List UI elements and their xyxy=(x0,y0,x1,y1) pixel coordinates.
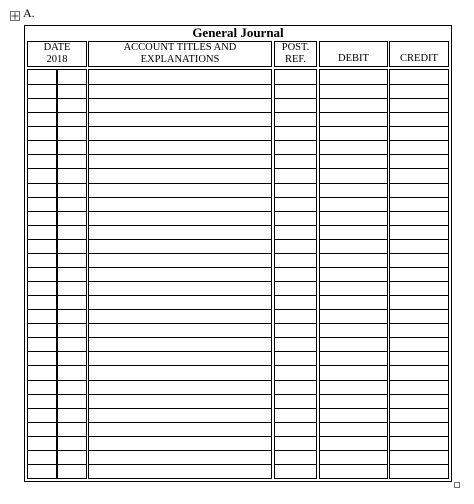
table-row-divider xyxy=(89,380,271,381)
table-row-divider xyxy=(58,253,86,254)
table-row-divider xyxy=(320,450,387,451)
table-row-divider xyxy=(320,295,387,296)
table-row-divider xyxy=(275,267,316,268)
table-row-divider xyxy=(275,168,316,169)
header-credit xyxy=(389,41,449,67)
table-row-divider xyxy=(390,267,448,268)
table-row-divider xyxy=(28,464,56,465)
table-row-divider xyxy=(320,253,387,254)
table-row-divider xyxy=(89,394,271,395)
table-row-divider xyxy=(89,337,271,338)
table-row-divider xyxy=(58,394,86,395)
table-row-divider xyxy=(58,239,86,240)
table-row-divider xyxy=(58,84,86,85)
table-row-divider xyxy=(89,408,271,409)
table-row-divider xyxy=(320,281,387,282)
table-row-divider xyxy=(28,140,56,141)
table-row-divider xyxy=(89,211,271,212)
table-row-divider xyxy=(58,197,86,198)
table-row-divider xyxy=(390,126,448,127)
table-row-divider xyxy=(58,267,86,268)
table-row-divider xyxy=(58,112,86,113)
table-row-divider xyxy=(275,253,316,254)
column-debit[interactable] xyxy=(319,69,388,479)
table-row-divider xyxy=(89,197,271,198)
table-row-divider xyxy=(390,84,448,85)
table-row-divider xyxy=(275,450,316,451)
table-row-divider xyxy=(28,436,56,437)
table-row-divider xyxy=(89,422,271,423)
table-row-divider xyxy=(390,337,448,338)
table-row-divider xyxy=(89,281,271,282)
table-row-divider xyxy=(390,239,448,240)
table-row-divider xyxy=(390,211,448,212)
table-row-divider xyxy=(275,126,316,127)
table-row-divider xyxy=(275,197,316,198)
table-row-divider xyxy=(275,281,316,282)
table-row-divider xyxy=(28,183,56,184)
table-row-divider xyxy=(320,197,387,198)
table-row-divider xyxy=(89,295,271,296)
table-row-divider xyxy=(58,464,86,465)
table-row-divider xyxy=(390,422,448,423)
table-row-divider xyxy=(28,380,56,381)
table-row-divider xyxy=(275,98,316,99)
table-row-divider xyxy=(320,112,387,113)
table-row-divider xyxy=(275,436,316,437)
table-row-divider xyxy=(320,267,387,268)
table-row-divider xyxy=(275,239,316,240)
header-account-line2: EXPLANATIONS xyxy=(140,54,220,65)
table-row-divider xyxy=(320,211,387,212)
table-row-divider xyxy=(58,140,86,141)
table-row-divider xyxy=(89,126,271,127)
table-row-divider xyxy=(58,365,86,366)
table-row-divider xyxy=(58,408,86,409)
table-row-divider xyxy=(320,422,387,423)
table-row-divider xyxy=(275,464,316,465)
table-row-divider xyxy=(89,351,271,352)
table-row-divider xyxy=(89,253,271,254)
table-row-divider xyxy=(58,323,86,324)
table-row-divider xyxy=(390,450,448,451)
table-row-divider xyxy=(390,380,448,381)
table-row-divider xyxy=(390,281,448,282)
table-row-divider xyxy=(58,168,86,169)
table-row-divider xyxy=(320,365,387,366)
table-row-divider xyxy=(320,408,387,409)
table-row-divider xyxy=(89,436,271,437)
table-row-divider xyxy=(58,225,86,226)
header-date-label: DATE xyxy=(43,42,71,53)
column-post-ref[interactable] xyxy=(274,69,317,479)
table-row-divider xyxy=(28,154,56,155)
table-row-divider xyxy=(28,365,56,366)
table-row-divider xyxy=(275,84,316,85)
header-account-line1: ACCOUNT TITLES AND xyxy=(123,42,237,53)
table-row-divider xyxy=(320,323,387,324)
table-row-divider xyxy=(390,309,448,310)
table-row-divider xyxy=(320,394,387,395)
table-row-divider xyxy=(58,422,86,423)
table-row-divider xyxy=(28,351,56,352)
table-row-divider xyxy=(390,323,448,324)
table-row-divider xyxy=(28,394,56,395)
section-label: A. xyxy=(23,6,35,20)
table-row-divider xyxy=(28,422,56,423)
table-row-divider xyxy=(28,225,56,226)
table-row-divider xyxy=(28,239,56,240)
header-post-ref xyxy=(274,41,317,67)
table-row-divider xyxy=(89,309,271,310)
table-row-divider xyxy=(58,309,86,310)
table-resize-handle[interactable] xyxy=(454,482,460,488)
table-row-divider xyxy=(89,450,271,451)
table-row-divider xyxy=(58,98,86,99)
table-row-divider xyxy=(320,436,387,437)
table-row-divider xyxy=(89,464,271,465)
table-row-divider xyxy=(28,281,56,282)
table-row-divider xyxy=(390,154,448,155)
table-row-divider xyxy=(320,380,387,381)
table-row-divider xyxy=(58,450,86,451)
table-row-divider xyxy=(275,351,316,352)
table-row-divider xyxy=(28,267,56,268)
table-row-divider xyxy=(28,84,56,85)
table-row-divider xyxy=(28,309,56,310)
table-row-divider xyxy=(89,183,271,184)
table-row-divider xyxy=(275,112,316,113)
header-post-ref-line2: REF. xyxy=(284,54,307,65)
table-row-divider xyxy=(320,98,387,99)
table-row-divider xyxy=(89,267,271,268)
table-row-divider xyxy=(320,84,387,85)
table-row-divider xyxy=(28,211,56,212)
table-row-divider xyxy=(390,295,448,296)
header-debit-label: DEBIT xyxy=(338,53,369,64)
table-row-divider xyxy=(320,140,387,141)
table-row-divider xyxy=(390,98,448,99)
table-row-divider xyxy=(89,84,271,85)
table-row-divider xyxy=(390,365,448,366)
table-row-divider xyxy=(28,337,56,338)
table-row-divider xyxy=(390,394,448,395)
table-row-divider xyxy=(275,309,316,310)
table-row-divider xyxy=(28,323,56,324)
table-row-divider xyxy=(390,183,448,184)
table-row-divider xyxy=(28,98,56,99)
table-row-divider xyxy=(58,183,86,184)
table-row-divider xyxy=(58,126,86,127)
table-row-divider xyxy=(58,295,86,296)
table-row-divider xyxy=(89,365,271,366)
table-row-divider xyxy=(275,154,316,155)
table-row-divider xyxy=(28,112,56,113)
table-row-divider xyxy=(28,408,56,409)
table-row-divider xyxy=(89,154,271,155)
table-row-divider xyxy=(28,126,56,127)
table-row-divider xyxy=(320,225,387,226)
header-credit-label: CREDIT xyxy=(400,53,438,64)
table-move-handle[interactable] xyxy=(10,11,20,21)
table-row-divider xyxy=(320,126,387,127)
table-row-divider xyxy=(58,380,86,381)
table-row-divider xyxy=(89,98,271,99)
table-row-divider xyxy=(89,239,271,240)
table-row-divider xyxy=(89,225,271,226)
table-row-divider xyxy=(320,183,387,184)
table-row-divider xyxy=(28,168,56,169)
column-date-day[interactable] xyxy=(57,69,87,479)
column-date-month[interactable] xyxy=(27,69,57,479)
table-row-divider xyxy=(89,323,271,324)
table-row-divider xyxy=(89,112,271,113)
header-debit xyxy=(319,41,388,67)
journal-title: General Journal xyxy=(192,25,284,40)
move-icon xyxy=(11,12,19,20)
table-row-divider xyxy=(320,168,387,169)
table-row-divider xyxy=(275,183,316,184)
table-row-divider xyxy=(275,295,316,296)
table-row-divider xyxy=(275,225,316,226)
table-row-divider xyxy=(320,309,387,310)
table-row-divider xyxy=(28,295,56,296)
table-row-divider xyxy=(390,351,448,352)
table-row-divider xyxy=(58,211,86,212)
table-row-divider xyxy=(275,323,316,324)
table-row-divider xyxy=(89,140,271,141)
header-post-ref-line1: POST. xyxy=(281,42,310,53)
table-row-divider xyxy=(275,365,316,366)
table-row-divider xyxy=(390,408,448,409)
table-row-divider xyxy=(320,337,387,338)
table-row-divider xyxy=(390,225,448,226)
table-row-divider xyxy=(320,239,387,240)
table-row-divider xyxy=(320,154,387,155)
table-row-divider xyxy=(275,422,316,423)
column-credit[interactable] xyxy=(389,69,449,479)
table-row-divider xyxy=(58,436,86,437)
table-row-divider xyxy=(390,436,448,437)
header-date-year: 2018 xyxy=(46,54,68,65)
table-row-divider xyxy=(89,168,271,169)
table-row-divider xyxy=(390,112,448,113)
table-row-divider xyxy=(390,464,448,465)
table-row-divider xyxy=(58,337,86,338)
table-row-divider xyxy=(275,211,316,212)
table-row-divider xyxy=(28,450,56,451)
table-row-divider xyxy=(320,464,387,465)
header-account-titles xyxy=(88,41,272,67)
table-row-divider xyxy=(275,337,316,338)
table-row-divider xyxy=(28,253,56,254)
table-row-divider xyxy=(28,197,56,198)
table-row-divider xyxy=(390,253,448,254)
table-row-divider xyxy=(58,281,86,282)
header-date xyxy=(27,41,87,67)
table-row-divider xyxy=(58,351,86,352)
table-row-divider xyxy=(58,154,86,155)
table-row-divider xyxy=(275,380,316,381)
table-row-divider xyxy=(390,168,448,169)
table-row-divider xyxy=(275,394,316,395)
table-row-divider xyxy=(320,351,387,352)
column-account-titles[interactable] xyxy=(88,69,272,479)
table-row-divider xyxy=(390,140,448,141)
table-row-divider xyxy=(275,408,316,409)
table-row-divider xyxy=(275,140,316,141)
table-row-divider xyxy=(390,197,448,198)
